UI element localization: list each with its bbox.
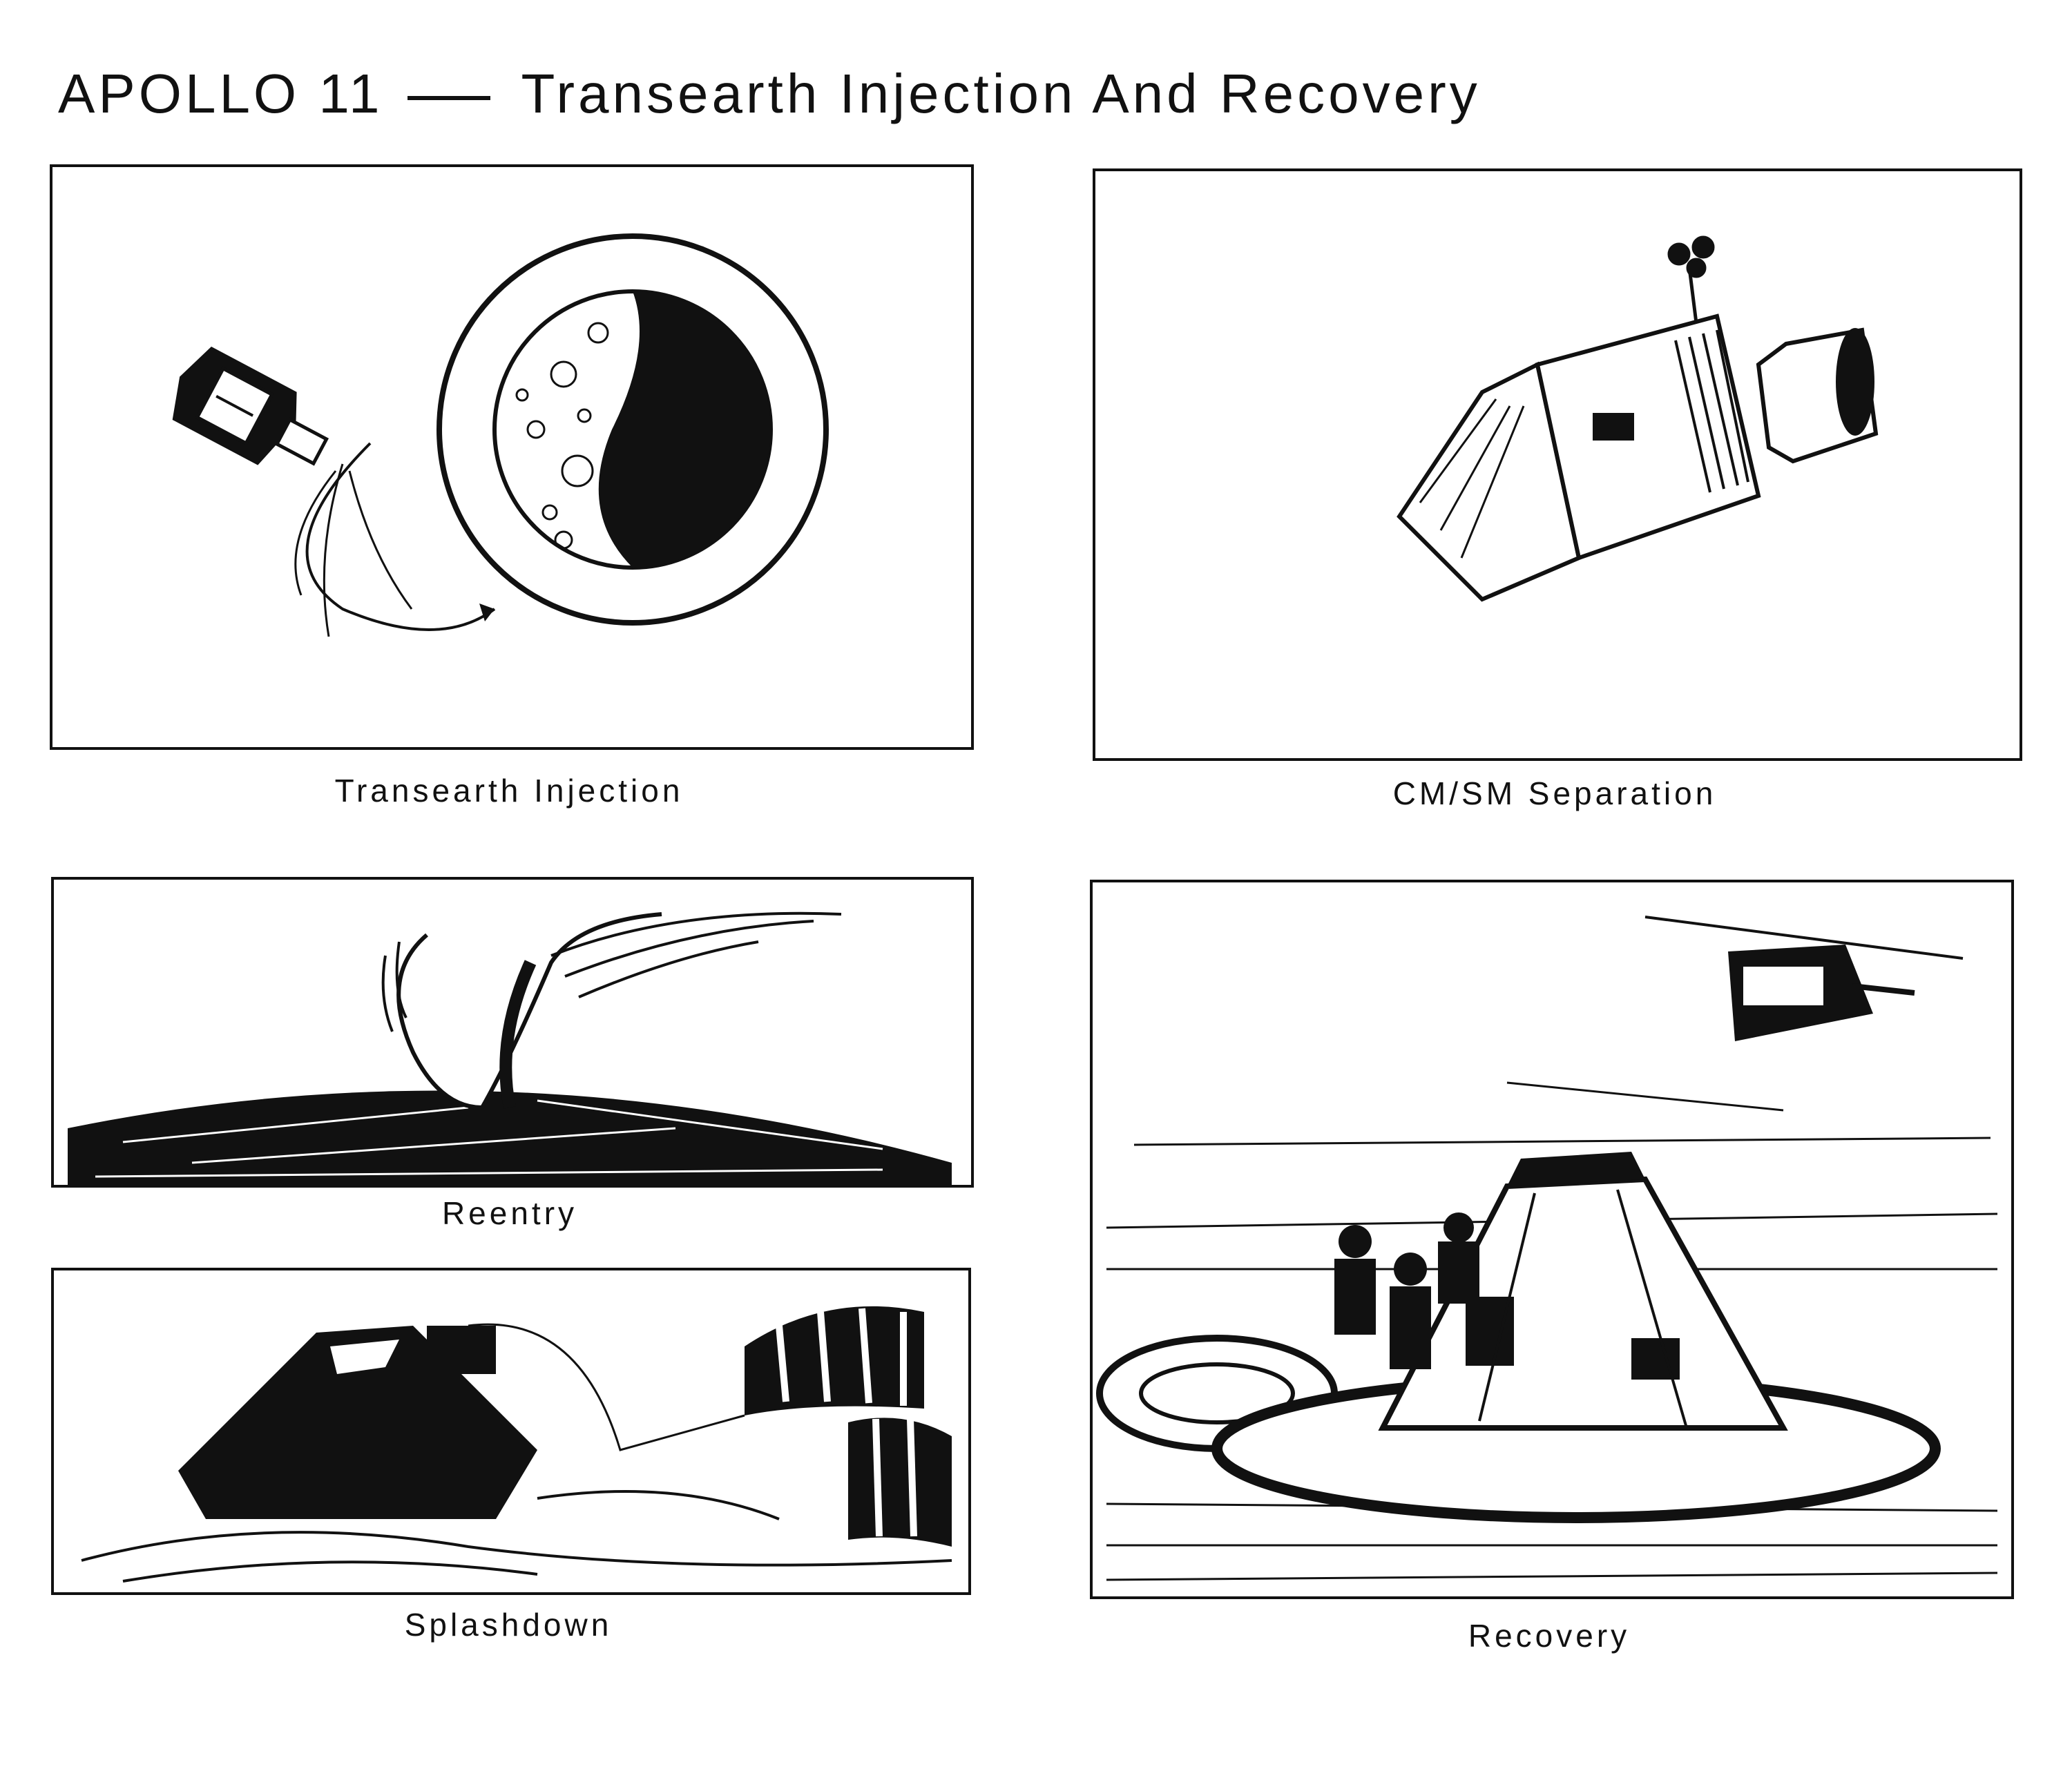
reentry-illustration [54, 880, 971, 1185]
page-title [58, 63, 1481, 124]
service-module [1537, 316, 1758, 558]
cm-sm-separation-illustration [1095, 171, 2020, 758]
caption-cm-sm-separation: CM/SM Separation [1392, 775, 1717, 811]
splashdown-capsule [178, 1326, 537, 1519]
engine-exhaust [296, 464, 412, 637]
parachutes [745, 1306, 952, 1547]
recovery-illustration [1093, 882, 2011, 1596]
title-dash [407, 96, 490, 100]
antenna-icon [1669, 238, 1713, 323]
transearth-injection-illustration [52, 167, 971, 747]
caption-recovery: Recovery [1468, 1618, 1631, 1654]
engine-bell [1758, 328, 1876, 461]
title-subtitle: Transearth Injection And Recovery [521, 63, 1481, 124]
spacecraft [160, 340, 339, 488]
splashdown-illustration [54, 1270, 968, 1592]
panel-splashdown [51, 1268, 971, 1595]
panel-reentry [51, 877, 974, 1188]
caption-splashdown: Splashdown [404, 1607, 613, 1643]
reentry-capsule [399, 914, 662, 1108]
mission-name: APOLLO 11 [58, 63, 383, 124]
panel-recovery [1090, 880, 2014, 1599]
caption-reentry: Reentry [441, 1195, 578, 1231]
panel-transearth-injection [50, 164, 974, 750]
caption-transearth-injection: Transearth Injection [334, 773, 684, 809]
helicopter-icon [1645, 917, 1963, 1041]
panel-cm-sm-separation [1093, 168, 2022, 761]
